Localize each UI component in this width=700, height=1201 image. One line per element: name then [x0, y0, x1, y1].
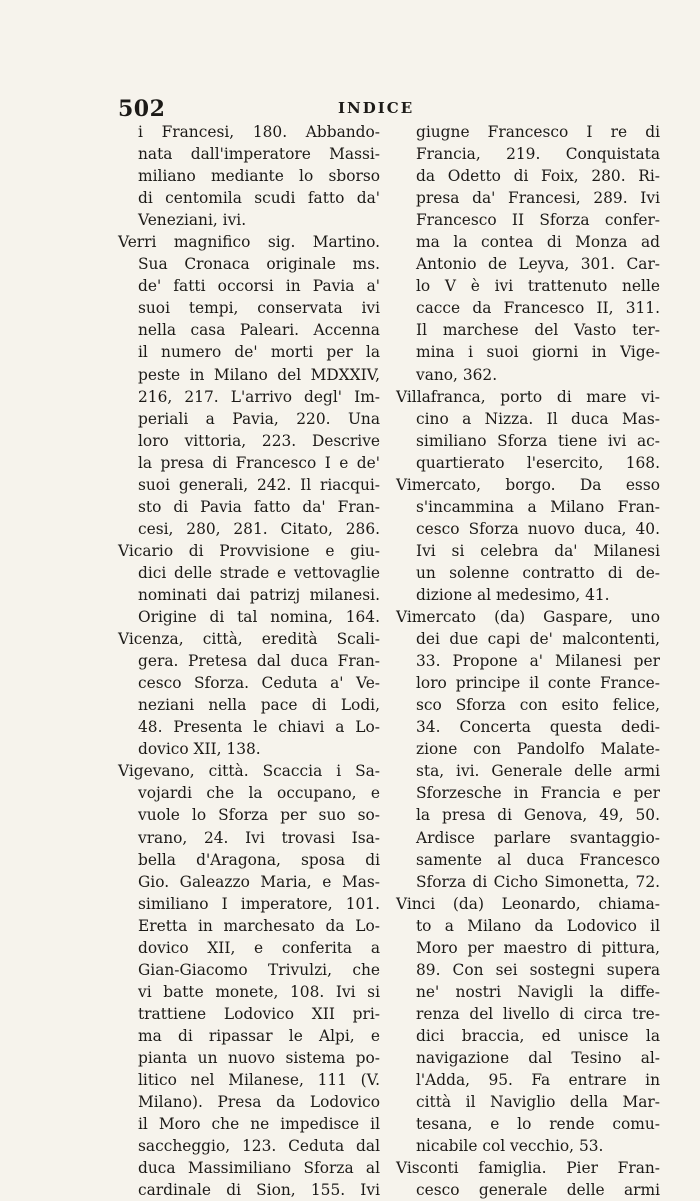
index-line: to a Milano da Lodovico il	[416, 916, 660, 935]
index-line: Eretta in marchesato da Lo-	[138, 916, 380, 935]
index-line: Ivi si celebra da' Milanesi	[416, 541, 660, 560]
index-line: periali a Pavia, 220. Una	[138, 409, 380, 428]
index-line: navigazione dal Tesino al-	[416, 1048, 660, 1067]
index-line: dovico XII, e conferita a	[138, 938, 380, 957]
index-line: similiano Sforza tiene ivi ac-	[416, 431, 660, 450]
index-line: 33. Propone a' Milanesi per	[416, 652, 660, 671]
index-entry-line: Vimercato, borgo. Da esso	[396, 475, 660, 494]
index-line: vojardi che la occupano, e	[138, 784, 380, 803]
index-line: nella casa Paleari. Accenna	[138, 321, 380, 340]
index-line: vano, 362.	[416, 365, 498, 384]
index-line: la presa di Genova, 49, 50.	[416, 806, 660, 825]
index-line: Antonio de Leyva, 301. Car-	[416, 255, 660, 274]
index-line: samente al duca Francesco	[416, 850, 660, 869]
index-line: tesana, e lo rende comu-	[416, 1115, 660, 1134]
index-line: cino a Nizza. Il duca Mas-	[416, 409, 660, 428]
index-line: presa da' Francesi, 289. Ivi	[416, 189, 660, 208]
index-entry-line: Vicenza, città, eredità Scali-	[118, 630, 380, 649]
index-column-right	[396, 121, 660, 1201]
index-line: Gio. Galeazzo Maria, e Mas-	[138, 872, 380, 891]
index-line: cesco generale delle armi	[416, 1181, 660, 1200]
index-line: cardinale di Sion, 155. Ivi	[138, 1181, 380, 1200]
index-line: litico nel Milanese, 111 (V.	[138, 1071, 380, 1090]
index-line: saccheggio, 123. Ceduta dal	[138, 1137, 380, 1156]
index-line: loro vittoria, 223. Descrive	[138, 431, 380, 450]
index-line: cesi, 280, 281. Citato, 286.	[138, 519, 380, 538]
index-entry-line: Vigevano, città. Scaccia i Sa-	[118, 762, 380, 781]
page-header	[118, 96, 638, 122]
running-title: INDICE	[338, 99, 415, 117]
index-line: Ardisce parlare svantaggio-	[416, 828, 660, 847]
index-line: nata dall'imperatore Massi-	[138, 145, 380, 164]
index-entry-line: Visconti famiglia. Pier Fran-	[396, 1159, 660, 1178]
index-column-left	[118, 121, 380, 1201]
index-entry-line: Verri magnifico sig. Martino.	[118, 233, 380, 252]
index-line: nicabile col vecchio, 53.	[416, 1137, 604, 1156]
index-line: Moro per maestro di pittura,	[416, 938, 660, 957]
index-line: cesco Sforza nuovo duca, 40.	[416, 519, 660, 538]
index-line: loro principe il conte France-	[416, 674, 660, 693]
index-line: ma la contea di Monza ad	[416, 233, 660, 252]
index-line: neziani nella pace di Lodi,	[138, 696, 380, 715]
index-line: la presa di Francesco I e de'	[138, 453, 380, 472]
index-line: città il Naviglio della Mar-	[416, 1093, 660, 1112]
index-line: duca Massimiliano Sforza al	[138, 1159, 380, 1178]
index-line: de' fatti occorsi in Pavia a'	[138, 277, 380, 296]
index-line: trattiene Lodovico XII pri-	[138, 1004, 380, 1023]
index-line: Gian-Giacomo Trivulzi, che	[138, 960, 380, 979]
index-line: Sua Cronaca originale ms.	[138, 255, 380, 274]
index-line: bella d'Aragona, sposa di	[138, 850, 380, 869]
index-line: Origine di tal nomina, 164.	[138, 608, 380, 627]
index-line: dovico XII, 138.	[138, 740, 261, 759]
index-line: cesco Sforza. Ceduta a' Ve-	[138, 674, 380, 693]
index-entry-line: Vinci (da) Leonardo, chiama-	[396, 894, 660, 913]
index-line: s'incammina a Milano Fran-	[416, 497, 660, 516]
index-line: Il marchese del Vasto ter-	[416, 321, 660, 340]
index-line: il numero de' morti per la	[138, 343, 380, 362]
index-entry-line: Vimercato (da) Gaspare, uno	[396, 608, 660, 627]
index-line: miliano mediante lo sborso	[138, 167, 380, 186]
index-line: 89. Con sei sostegni supera	[416, 960, 660, 979]
index-line: di centomila scudi fatto da'	[138, 189, 380, 208]
index-entry-line: Villafranca, porto di mare vi-	[396, 387, 660, 406]
index-line: cacce da Francesco II, 311.	[416, 299, 660, 318]
index-line: il Moro che ne impedisce il	[138, 1115, 380, 1134]
index-line: dici braccia, ed unisce la	[416, 1026, 660, 1045]
index-line: Francia, 219. Conquistata	[416, 145, 660, 164]
index-line: lo V è ivi trattenuto nelle	[416, 277, 660, 296]
index-line: Sforza di Cicho Simonetta, 72.	[416, 872, 660, 891]
index-line: suoi tempi, conservata ivi	[138, 299, 380, 318]
index-line: 34. Concerta questa dedi-	[416, 718, 660, 737]
index-line: vi batte monete, 108. Ivi si	[138, 982, 380, 1001]
page-number: 502	[118, 96, 166, 122]
index-line: quartierato l'esercito, 168.	[416, 453, 660, 472]
index-line: da Odetto di Foix, 280. Ri-	[416, 167, 660, 186]
index-line: un solenne contratto di de-	[416, 563, 660, 582]
index-line: zione con Pandolfo Malate-	[416, 740, 660, 759]
index-line: l'Adda, 95. Fa entrare in	[416, 1071, 660, 1090]
index-line: sta, ivi. Generale delle armi	[416, 762, 660, 781]
index-line: ma di ripassar le Alpi, e	[138, 1026, 380, 1045]
index-line: nominati dai patrizj milanesi.	[138, 585, 380, 604]
index-line: dizione al medesimo, 41.	[416, 585, 610, 604]
index-line: i Francesi, 180. Abbando-	[138, 123, 380, 141]
index-line: sto di Pavia fatto da' Fran-	[138, 497, 380, 516]
index-line: ne' nostri Navigli la diffe-	[416, 982, 660, 1001]
index-line: vuole lo Sforza per suo so-	[138, 806, 380, 825]
index-line: dici delle strade e vettovaglie	[138, 563, 380, 582]
index-line: dei due capi de' malcontenti,	[416, 630, 660, 649]
index-line: suoi generali, 242. Il riacqui-	[138, 475, 380, 494]
index-line: similiano I imperatore, 101.	[138, 894, 380, 913]
index-line: Milano). Presa da Lodovico	[138, 1093, 380, 1112]
index-line: Francesco II Sforza confer-	[416, 211, 660, 230]
index-line: Veneziani, ivi.	[138, 211, 247, 230]
index-line: 48. Presenta le chiavi a Lo-	[138, 718, 380, 737]
index-line: giugne Francesco I re di	[416, 123, 660, 141]
index-line: sco Sforza con esito felice,	[416, 696, 660, 715]
index-line: pianta un nuovo sistema po-	[138, 1048, 380, 1067]
index-line: renza del livello di circa tre-	[416, 1004, 660, 1023]
index-line: 216, 217. L'arrivo degl' Im-	[138, 387, 380, 406]
index-entry-line: Vicario di Provvisione e giu-	[118, 541, 380, 560]
index-line: mina i suoi giorni in Vige-	[416, 343, 660, 362]
index-line: Sforzesche in Francia e per	[416, 784, 660, 803]
index-line: vrano, 24. Ivi trovasi Isa-	[138, 828, 380, 847]
index-line: gera. Pretesa dal duca Fran-	[138, 652, 380, 671]
index-line: peste in Milano del MDXXIV,	[138, 365, 380, 384]
